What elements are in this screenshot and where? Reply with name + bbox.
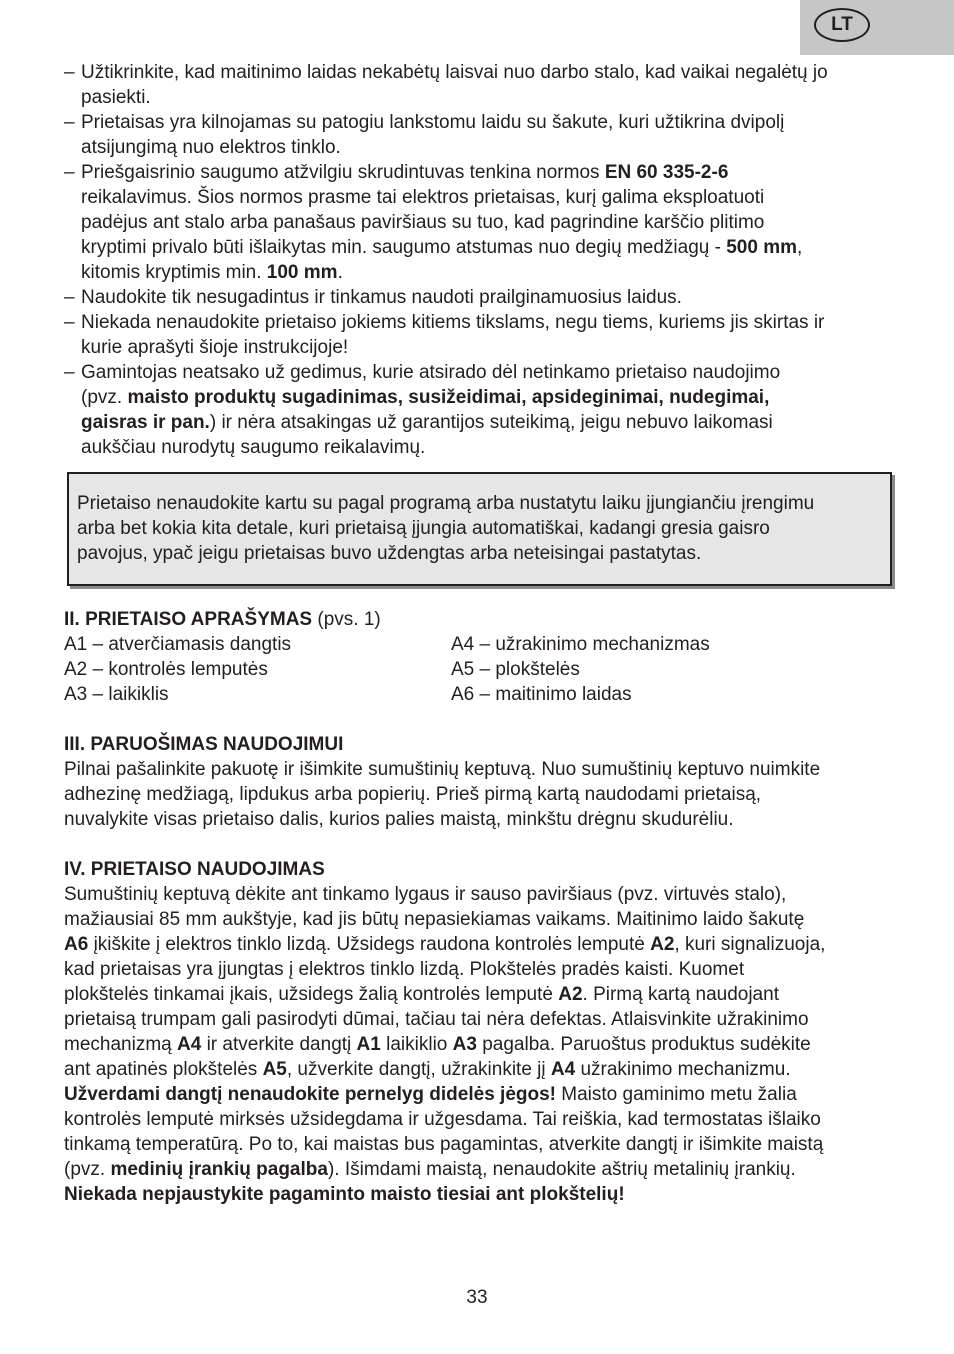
language-tab [800,0,954,55]
paragraph: Sumuštinių keptuvą dėkite ant tinkamo lygaus ir sauso paviršiaus (pvz. virtuvės stalo), mažiausiai 85 mm aukštyje, kad jis būtų nepasiekiamas vaikams. Maitinimo laido šakutę A6 įkiškite į elektros tinklo lizdą. Užsidegs raudona kontrolės lemputė A2, kuri signalizuoja, kad prietaisas yra įjungtas į elektros tinklo lizdą. Plokštelės pradės kaisti. Kuomet plokštelės tinkamai įkais, užsidegs žalią kontrolės lemputė A2. Pirmą kartą naudojant prietaisą trumpam gali pasirodyti dūmai, tačiau tai nėra defektas. Atlaisvinkite užrakinimo mechanizmą A4 ir atverkite dangtį A1 laikiklio A3 pagalba. Paruoštus produktus sudėkite ant apatinės plokštelės A5, užverkite dangtį, užrakinkite jį A4 užrakinimo mechanizmu. Užverdami dangtį nenaudokite pernelyg didelės jėgos! Maisto gaminimo metu žalia kontrolės lemputė mirksės užsidegdama ir užgesdama. Tai reiškia, kad termostatas išlaiko tinkamą temperatūrą. Po to, kai maistas bus pagamintas, atverkite dangtį ir išimkite maistą (pvz. medinių įrankių pagalba). Išimdami maistą, nenaudokite aštrių metalinių įrankių. Niekada nepjaustykite pagaminto maisto tiesiai ant plokštelių! [64,884,826,1205]
warning-box [67,472,892,586]
bullet-dash: – [64,162,75,183]
bullet-dash: – [64,362,75,383]
list-item: – Niekada nenaudokite prietaiso jokiems kitiems tikslams, negu tiems, kuriems jis skirtas ir kurie aprašyti šioje instrukcijoje! [64,312,825,358]
section-heading: III. PARUOŠIMAS NAUDOJIMUI [64,734,344,755]
list-item: – Gamintojas neatsako už gedimus, kurie atsirado dėl netinkamo prietaiso naudojimo (pvz. maisto produktų sugadinimas, susižeidimai, apsideginimai, nudegimai, gaisras ir pan.) ir nėra atsakingas už garantijos suteikimą, jeigu nebuvo laikomasi aukščiau nurodytų saugumo reikalavimų. [64,362,781,458]
list-item: – Užtikrinkite, kad maitinimo laidas nekabėtų laisvai nuo darbo stalo, kad vaikai negalėtų jo pasiekti. [64,62,828,108]
section-usage [64,857,894,1207]
bullet-dash: – [64,312,75,333]
list-item: – Prietaisas yra kilnojamas su patogiu lankstomu laidu su šakute, kuri užtikrina dvipolį atsijungimą nuo elektros tinklo. [64,112,785,158]
part-item: A3 – laikiklis [64,684,169,705]
part-item: A6 – maitinimo laidas [451,684,632,705]
safety-bullet-list [64,60,894,460]
section-preparation [64,732,894,832]
language-badge: LT [814,8,870,42]
warning-text: Prietaiso nenaudokite kartu su pagal programą arba nustatytu laiku įjungiančiu įrengimu arba bet kokia kita detale, kuri prietaisą įjungia automatiškai, kadangi gresia gaisro pavojus, ypač jeigu prietaisas buvo uždengtas arba neteisingai pastatytas. [77,493,815,564]
part-item: A1 – atverčiamasis dangtis [64,634,292,655]
section-heading: II. PRIETAISO APRAŠYMAS (pvs. 1) [64,609,381,630]
parts-column-right [451,632,710,707]
bullet-dash: – [64,287,75,308]
paragraph: Pilnai pašalinkite pakuotę ir išimkite sumuštinių keptuvą. Nuo sumuštinių keptuvo nuimkite adhezinę medžiagą, lipdukus arba popierių. Prieš pirmą kartą naudodami prietaisą, nuvalykite visas prietaiso dalis, kurios palies maistą, minkštu drėgnu skudurėliu. [64,759,821,830]
bullet-dash: – [64,62,75,83]
part-item: A5 – plokštelės [451,659,580,680]
part-item: A4 – užrakinimo mechanizmas [451,634,710,655]
section-description [64,607,894,707]
parts-column-left [64,632,291,707]
parts-list [64,632,894,707]
part-item: A2 – kontrolės lemputės [64,659,268,680]
page-number: 33 [466,1287,488,1308]
section-heading: IV. PRIETAISO NAUDOJIMAS [64,859,325,880]
bullet-dash: – [64,112,75,133]
list-item: – Priešgaisrinio saugumo atžvilgiu skrudintuvas tenkina normos EN 60 335-2-6 reikalavimus. Šios normos prasme tai elektros prietaisas, kurį galima eksploatuoti padėjus ant stalo arba panašaus paviršiaus su tuo, kad pagrindine karščio plitimo kryptimi privalo būti išlaikytas min. saugumo atstumas nuo degių medžiagų - 500 mm, kitomis kryptimis min. 100 mm. [64,162,803,283]
list-item: – Naudokite tik nesugadintus ir tinkamus naudoti prailginamuosius laidus. [64,287,682,308]
